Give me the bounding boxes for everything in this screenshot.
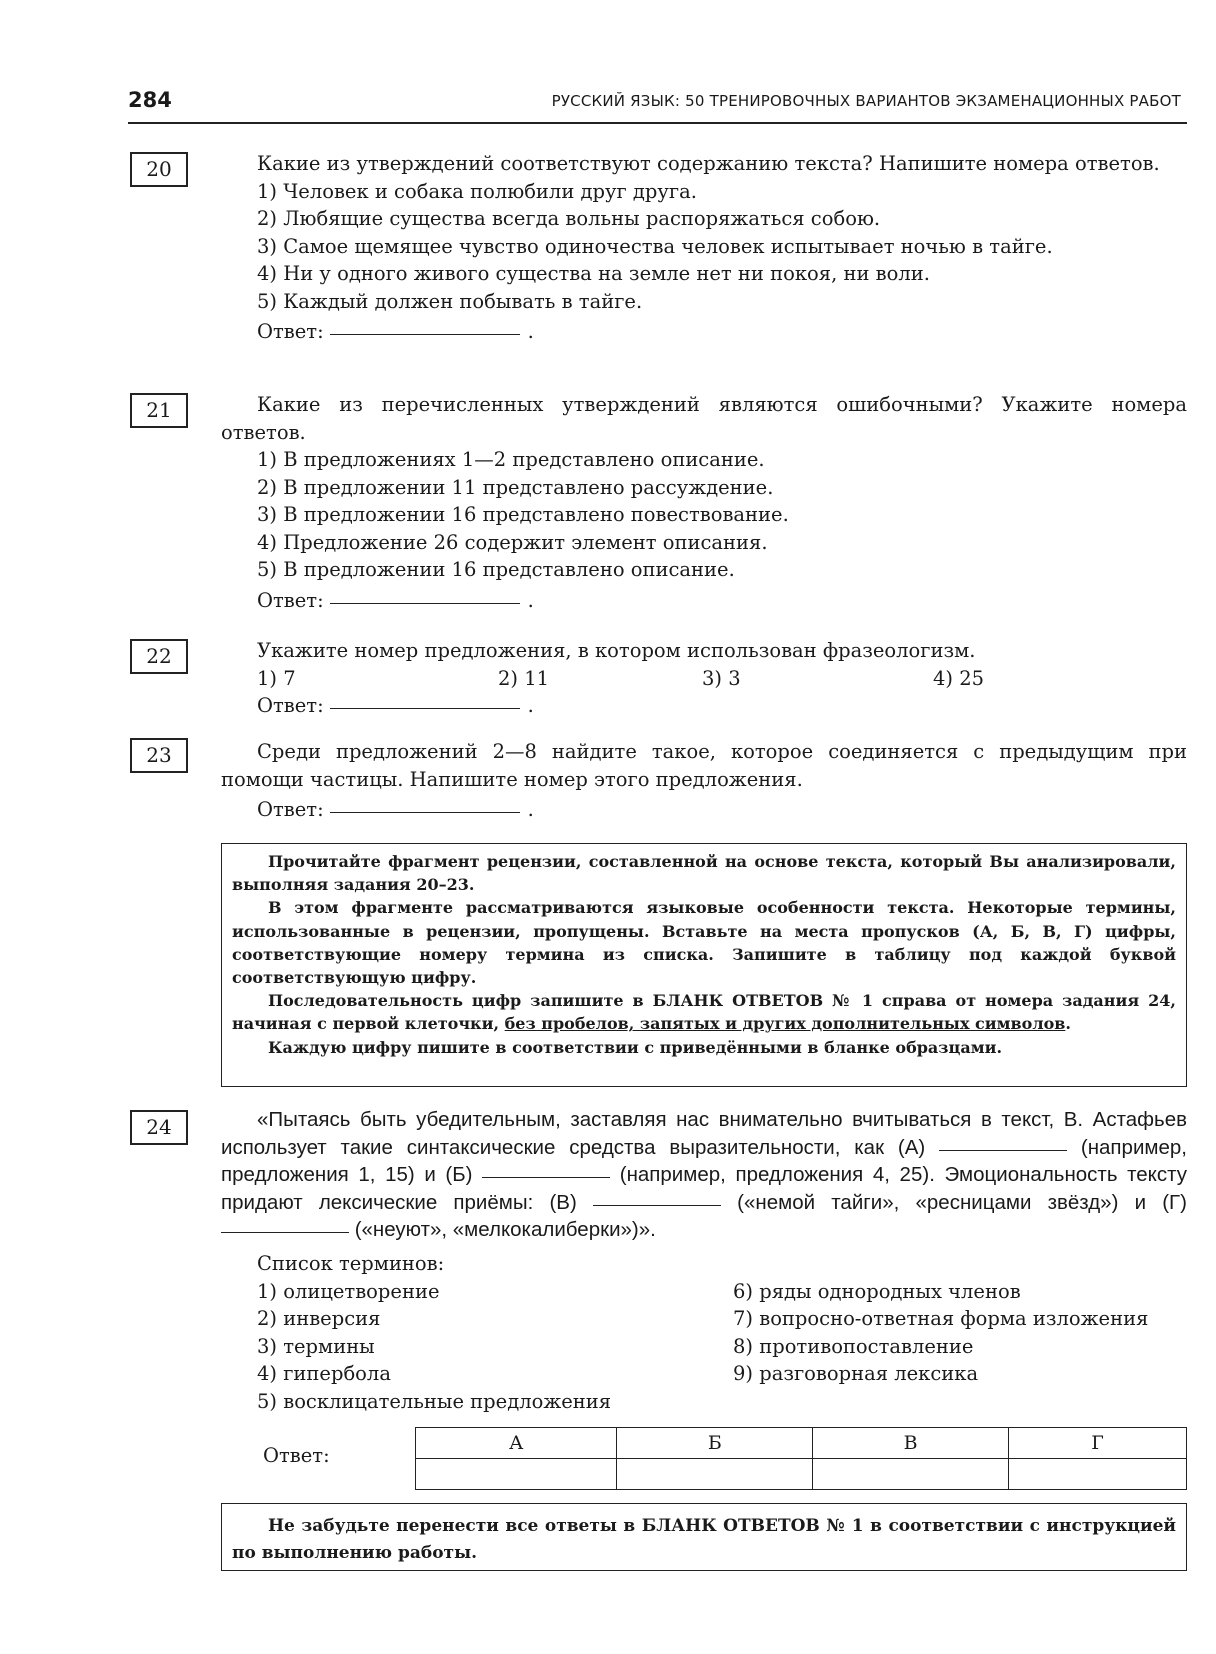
instruction-box: [221, 843, 1187, 1087]
task-20-item: 4) Ни у одного живого существа на земле нет ни покоя, ни воли.: [257, 262, 930, 285]
task-number-21: 21: [130, 393, 188, 428]
answer-period: .: [527, 320, 534, 343]
answer-blank[interactable]: [330, 602, 520, 604]
task-21-item: 4) Предложение 26 содержит элемент описания.: [257, 530, 768, 554]
task-23-question: Среди предложений 2—8 найдите такое, которое соединяется с предыдущим при помощи частицы. Напишите номер этого предложения.: [221, 740, 1187, 791]
task-22-answer: [221, 692, 1187, 720]
task-22-option: 1) 7: [257, 666, 296, 690]
task-21-answer: [221, 587, 1187, 615]
task-21-question: Какие из перечисленных утверждений являются ошибочными? Укажите номера ответов.: [221, 393, 1187, 444]
running-head: РУССКИЙ ЯЗЫК: 50 ТРЕНИРОВОЧНЫХ ВАРИАНТОВ ЭКЗАМЕНАЦИОННЫХ РАБОТ: [551, 92, 1181, 110]
review-text: «Пытаясь быть убедительным, заставляя нас внимательно вчитываться в текст, В. Астафьев использует такие синтаксические средства выразительности, как (А): [221, 1108, 1187, 1159]
terms-title: Список терминов:: [257, 1252, 445, 1275]
blank-g[interactable]: [221, 1231, 349, 1233]
task-22-question: Укажите номер предложения, в котором использован фразеологизм.: [257, 639, 976, 662]
instruction-p4: Каждую цифру пишите в соответствии с приведёнными в бланке образцами.: [268, 1037, 1003, 1057]
instruction-p2: В этом фрагменте рассматриваются языковые особенности текста. Некоторые термины, использованные в рецензии, пропущены. Вставьте на места пропусков (А, Б, В, Г) цифры, соответствующие номеру термина из списка. Запишите в таблицу под каждой буквой соответствующую цифру.: [232, 898, 1176, 988]
term-item: 4) гипербола: [257, 1362, 391, 1385]
term-item: 1) олицетворение: [257, 1279, 440, 1303]
task-21: [221, 391, 1187, 614]
answer-label: Ответ:: [257, 694, 324, 717]
instruction-p3: [232, 989, 1176, 1035]
task-22-options: [221, 665, 1187, 693]
answer-cell-b[interactable]: [617, 1459, 813, 1490]
instruction-p3-end: .: [1065, 1014, 1071, 1034]
review-text: («неуют», «мелкокалиберки»)».: [349, 1218, 656, 1241]
task-number-24: 24: [130, 1110, 188, 1145]
page-header: [128, 86, 1187, 124]
task-number-22: 22: [130, 639, 188, 674]
terms-list: [221, 1250, 1187, 1418]
answer-table-header-row: [416, 1428, 1187, 1459]
term-item: 6) ряды однородных членов: [733, 1279, 1021, 1303]
task-24-review: [221, 1106, 1187, 1244]
task-21-item: 3) В предложении 16 представлено повествование.: [257, 503, 789, 526]
term-item: 9) разговорная лексика: [733, 1362, 979, 1385]
task-21-item: 5) В предложении 16 представлено описание.: [257, 558, 735, 581]
instruction-p3-start: Последовательность цифр запишите в БЛАНК ОТВЕТОВ № 1 справа от номера задания 24, начиная с первой клеточки,: [232, 991, 1176, 1034]
terms-column-2: [733, 1278, 1148, 1388]
answer-table-header: В: [813, 1428, 1009, 1459]
answer-blank[interactable]: [330, 333, 520, 335]
answer-table-header: А: [416, 1428, 617, 1459]
answer-table-input-row: [416, 1459, 1187, 1490]
instruction-p3-underlined: без пробелов, запятых и других дополнительных символов: [504, 1014, 1066, 1034]
answer-blank[interactable]: [330, 707, 520, 709]
task-21-item: 1) В предложениях 1—2 представлено описание.: [257, 448, 765, 471]
task-23: [221, 738, 1187, 824]
answer-period: .: [527, 694, 534, 717]
answer-table-header: Г: [1009, 1428, 1187, 1459]
answer-table: [415, 1427, 1187, 1490]
blank-b[interactable]: [482, 1176, 610, 1178]
blank-a[interactable]: [939, 1149, 1067, 1151]
task-number-20: 20: [130, 152, 188, 187]
task-20-item: 2) Любящие существа всегда вольны распоряжаться собою.: [257, 207, 881, 230]
answer-cell-v[interactable]: [813, 1459, 1009, 1490]
term-item: 2) инверсия: [257, 1307, 381, 1330]
task-24-answer-label: Ответ:: [263, 1444, 330, 1467]
terms-column-1: [257, 1278, 611, 1416]
answer-label: Ответ:: [257, 588, 324, 612]
answer-table-header: Б: [617, 1428, 813, 1459]
task-20-item: 1) Человек и собака полюбили друг друга.: [257, 179, 697, 203]
task-number-23: 23: [130, 738, 188, 773]
task-20-question: Какие из утверждений соответствуют содержанию текста? Напишите номера ответов.: [257, 152, 1160, 175]
review-paragraph: [221, 1106, 1187, 1244]
task-20: [221, 150, 1187, 346]
task-20-item: 5) Каждый должен побывать в тайге.: [257, 289, 643, 313]
review-text: (например, предложения 1, 15) и (Б): [221, 1135, 1187, 1186]
answer-cell-a[interactable]: [416, 1459, 617, 1490]
task-22: [221, 637, 1187, 720]
task-20-answer: [221, 318, 1187, 346]
term-item: 7) вопросно-ответная форма изложения: [733, 1307, 1149, 1330]
page-number: 284: [128, 88, 172, 112]
blank-v[interactable]: [593, 1204, 721, 1206]
answer-period: .: [527, 588, 534, 612]
answer-period: .: [527, 798, 534, 821]
review-text: (например, предложения 4, 25). Эмоциональность тексту придают лексические приёмы: (В): [221, 1163, 1187, 1214]
reminder-box: [221, 1503, 1187, 1571]
task-22-option: 3) 3: [702, 666, 741, 690]
instruction-p1: Прочитайте фрагмент рецензии, составленной на основе текста, который Вы анализировали, выполняя задания 20–23.: [232, 852, 1176, 895]
term-item: 8) противопоставление: [733, 1334, 974, 1358]
task-22-option: 2) 11: [498, 666, 550, 690]
answer-label: Ответ:: [257, 798, 324, 821]
term-item: 3) термины: [257, 1334, 375, 1358]
answer-cell-g[interactable]: [1009, 1459, 1187, 1490]
task-21-item: 2) В предложении 11 представлено рассуждение.: [257, 475, 774, 499]
task-22-option: 4) 25: [933, 666, 985, 690]
answer-blank[interactable]: [330, 811, 520, 813]
answer-label: Ответ:: [257, 320, 324, 343]
term-item: 5) восклицательные предложения: [257, 1389, 612, 1413]
task-23-answer: [221, 796, 1187, 824]
reminder-text: Не забудьте перенести все ответы в БЛАНК ОТВЕТОВ № 1 в соответствии с инструкцией по выполнению работы.: [232, 1516, 1176, 1563]
review-text: («немой тайги», «ресницами звёзд») и (Г): [721, 1190, 1187, 1214]
terms-columns: [221, 1278, 1187, 1418]
task-20-item: 3) Самое щемящее чувство одиночества человек испытывает ночью в тайге.: [257, 234, 1053, 258]
